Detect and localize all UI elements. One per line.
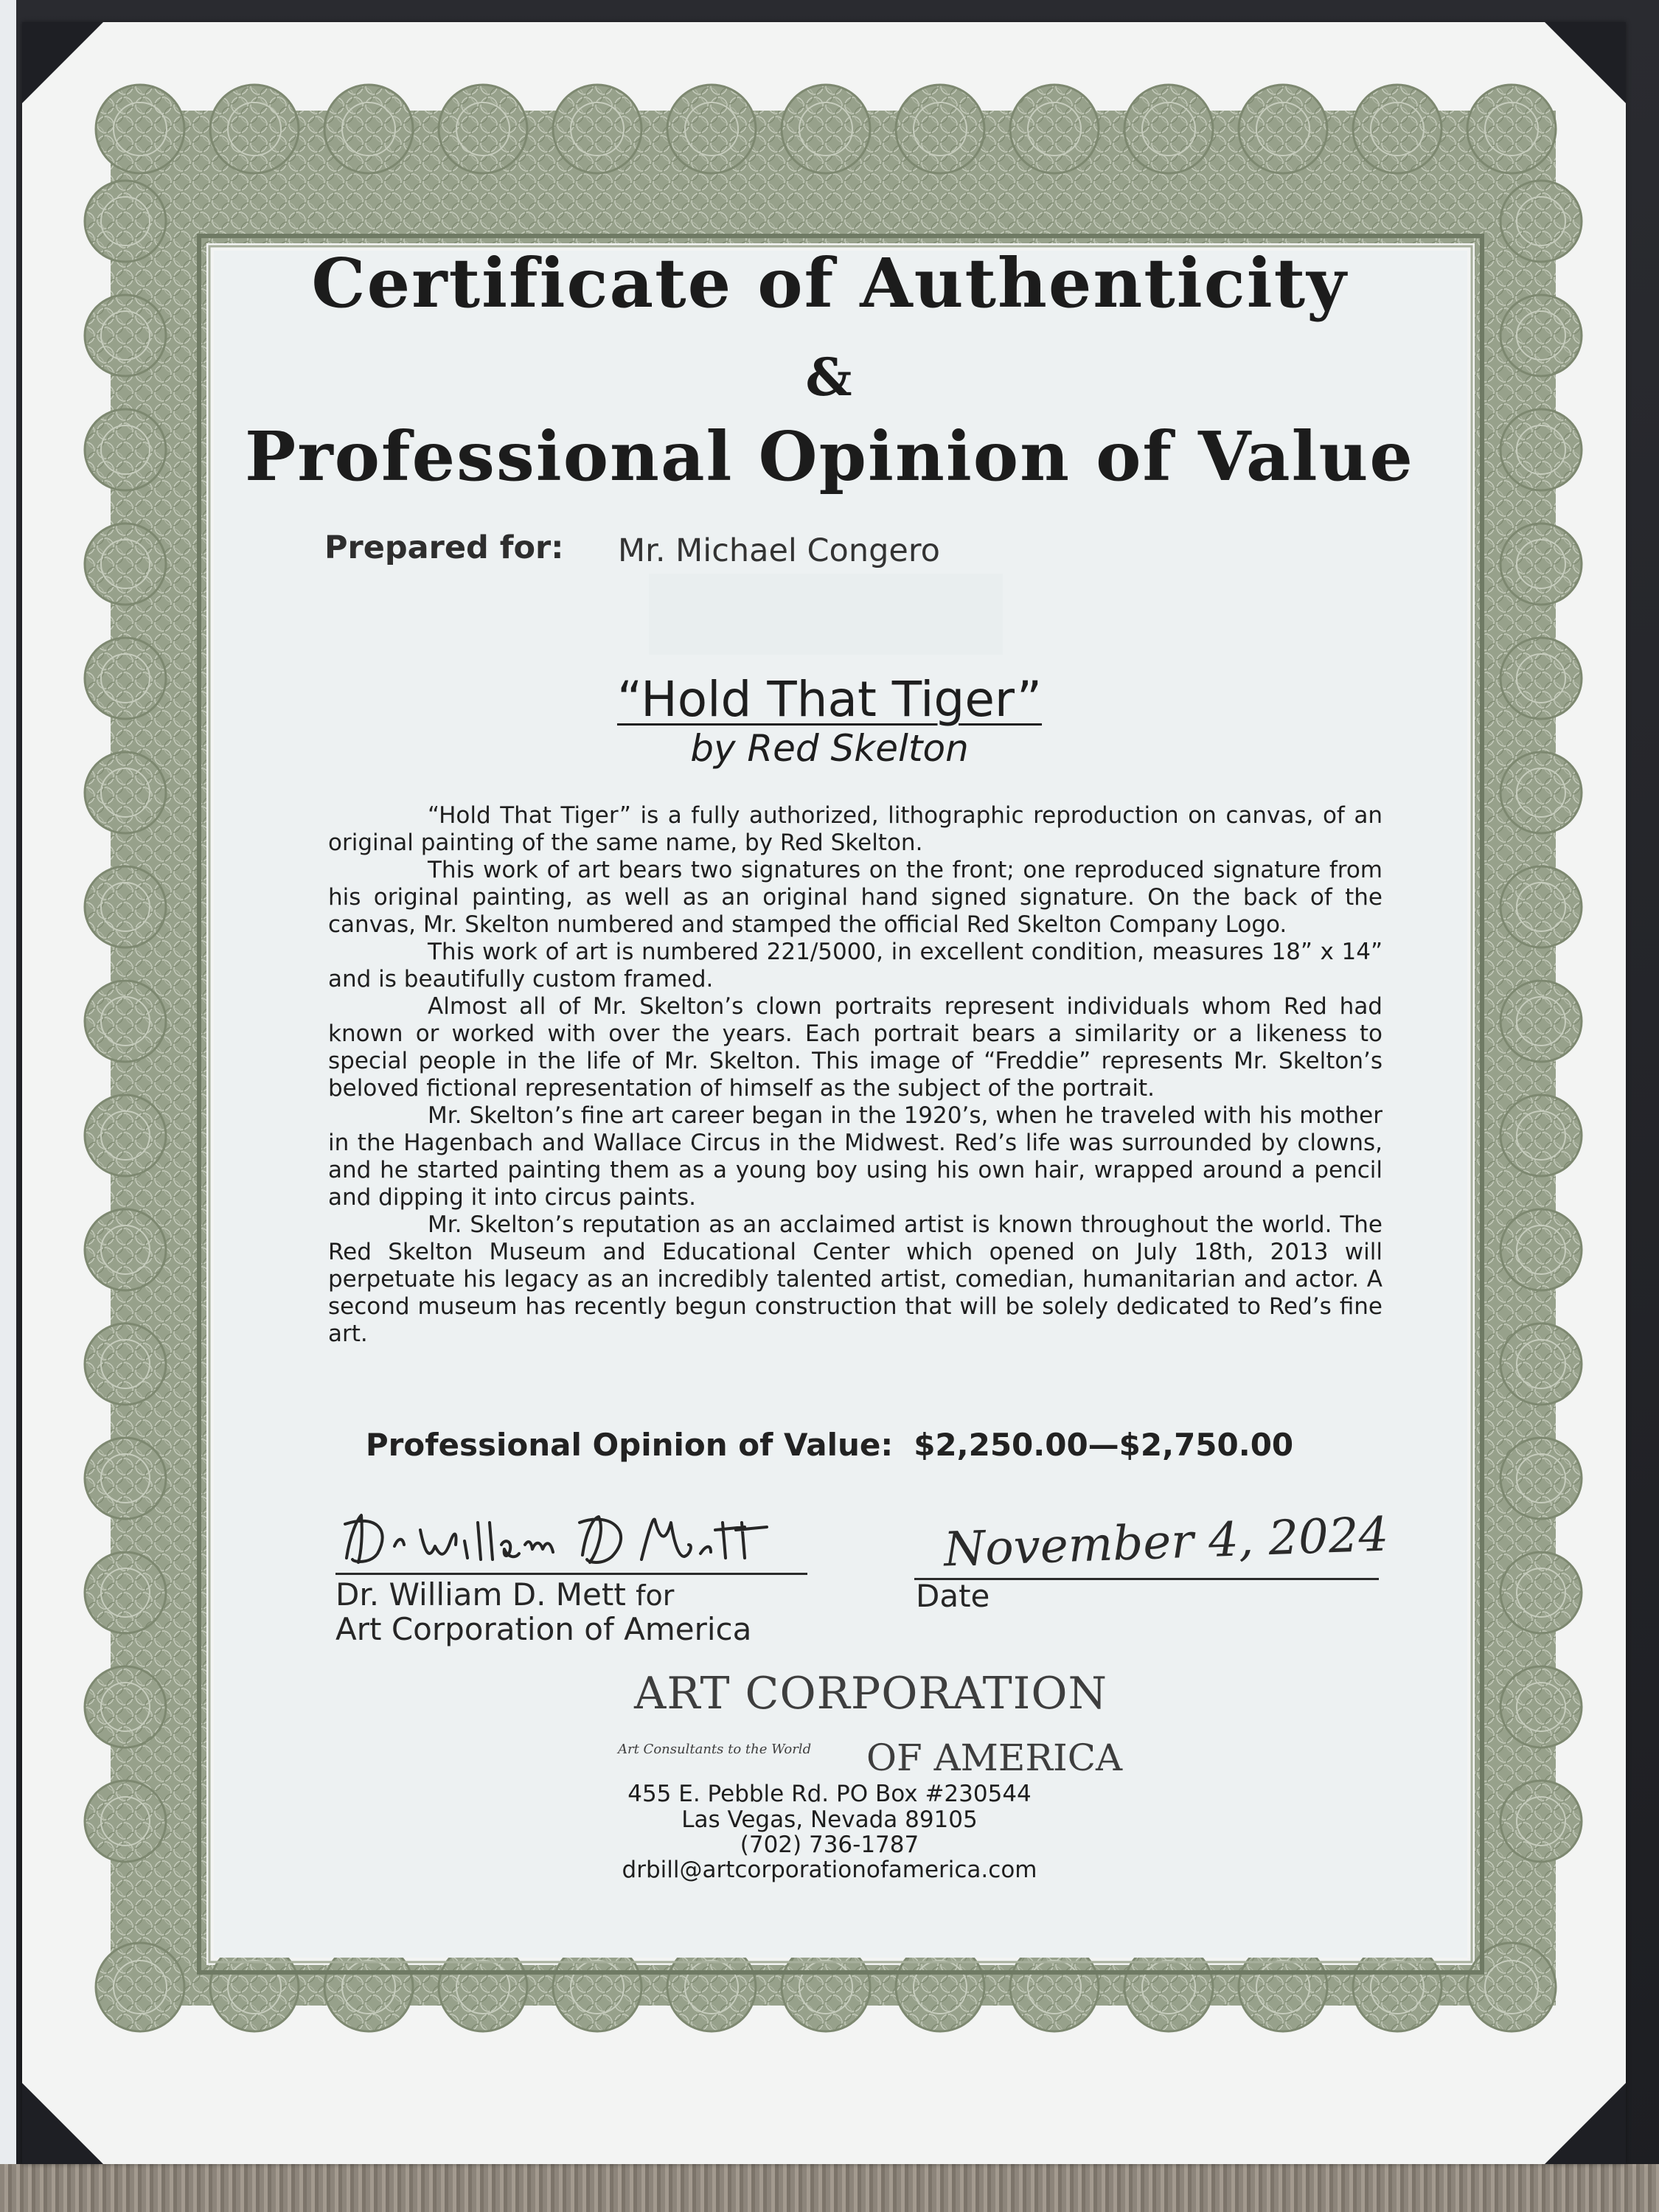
border-scallop [85, 1552, 166, 1633]
border-scallop [667, 85, 756, 173]
address-city: Las Vegas, Nevada 89105 [681, 1806, 978, 1833]
border-scallop [1239, 85, 1327, 173]
border-scallop [1124, 85, 1213, 173]
border-scallop [1500, 1095, 1582, 1176]
address-phone: (702) 736-1787 [740, 1832, 919, 1858]
border-scallop [1500, 1209, 1582, 1290]
border-scallop [1500, 981, 1582, 1062]
certificate-title: Certificate of Authenticity [311, 243, 1348, 323]
body-paragraph: This work of art bears two signatures on the front; one reproduced signature from his original painting, as well as an original hand signed signature. On the back of the canvas, Mr. Skelton numbered and stamped the official Red Skelton Company Logo. [328, 857, 1382, 938]
border-scallop [1010, 85, 1099, 173]
body-paragraph: This work of art is numbered 221/5000, in excellent condition, measures 18” x 14” and is beautifully custom framed. [328, 939, 1382, 992]
border-scallop [85, 866, 166, 947]
folder-corner-bottom-left [22, 2083, 103, 2164]
border-scallop [85, 981, 166, 1062]
artwork-title-text: “Hold That Tiger” [616, 671, 1043, 728]
body-paragraph: Almost all of Mr. Skelton’s clown portraits represent individuals whom Red had known or worked with over the years. Each portrait bears a similarity or a likeness to special people in the life of Mr. Skelton. This image of “Freddie” represents Mr. Skelton’s beloved fictional representation of himself as the subject of the portrait. [328, 993, 1382, 1102]
signature-line [335, 1573, 807, 1575]
folder-corner-top-left [22, 22, 103, 103]
certificate-subtitle: Professional Opinion of Value [245, 417, 1414, 496]
border-scallop [439, 85, 527, 173]
border-scallop [1353, 85, 1441, 173]
border-scallop [1500, 1324, 1582, 1405]
border-scallop [96, 85, 184, 173]
address-email: drbill@artcorporationofamerica.com [622, 1857, 1037, 1883]
artwork-artist: by Red Skelton [690, 727, 969, 770]
opinion-of-value-amount: $2,250.00—$2,750.00 [914, 1427, 1294, 1463]
signer-name [335, 1576, 674, 1613]
redacted-area [649, 574, 1003, 655]
signer-for-text: for [636, 1579, 675, 1612]
border-scallop [324, 85, 413, 173]
border-scallop [85, 1324, 166, 1405]
body-paragraph: Mr. Skelton’s fine art career began in the 1920’s, when he traveled with his mother in the Hagenbach and Wallace Circus in the Midwest. Red’s life was surrounded by clowns, and he started painting them as a young boy using his own hair, wrapped around a pencil and dipping it into circus paints. [328, 1102, 1382, 1211]
border-scallop [96, 1943, 184, 2031]
border-scallop [85, 1095, 166, 1176]
company-logo-tagline: Art Consultants to the World [618, 1742, 812, 1757]
address-street: 455 E. Pebble Rd. PO Box #230544 [627, 1781, 1032, 1807]
folder-corner-bottom-right [1545, 2083, 1626, 2164]
prepared-for-name: Mr. Michael Congero [618, 532, 940, 569]
border-scallop [553, 85, 641, 173]
opinion-of-value-label: Professional Opinion of Value: [365, 1427, 894, 1463]
border-scallop [1500, 1666, 1582, 1747]
border-scallop [896, 85, 984, 173]
artwork-title [0, 671, 1659, 728]
handwritten-date: November 4, 2024 [942, 1507, 1390, 1578]
body-paragraph: Mr. Skelton’s reputation as an acclaimed artist is known throughout the world. The Red Skelton Museum and Educational Center which opened on July 18th, 2013 will perpetuate his legacy as an incredibly talented artist, comedian, humanitarian and actor. A second museum has recently begun construction that will be solely dedicated to Red’s fine art. [328, 1211, 1382, 1347]
prepared-for-label: Prepared for: [324, 529, 564, 566]
border-scallop [1500, 1552, 1582, 1633]
handwritten-signature [332, 1500, 833, 1582]
company-logo-line1: ART CORPORATION [634, 1668, 1108, 1719]
border-scallop [1500, 866, 1582, 947]
border-scallop [85, 1666, 166, 1747]
date-label: Date [916, 1578, 990, 1614]
folder-corner-top-right [1545, 22, 1626, 103]
border-scallop [782, 85, 870, 173]
border-scallop [210, 85, 299, 173]
title-ampersand: & [805, 347, 854, 408]
signer-organization: Art Corporation of America [335, 1611, 752, 1647]
border-scallop [1500, 524, 1582, 605]
company-logo-line2: OF AMERICA [866, 1736, 1123, 1779]
body-paragraph: “Hold That Tiger” is a fully authorized, lithographic reproduction on canvas, of an original painting of the same name, by Red Skelton. [328, 802, 1382, 856]
opinion-of-value [0, 1427, 1659, 1463]
certificate-body [328, 802, 1382, 1348]
border-scallop [85, 1209, 166, 1290]
border-scallop [85, 524, 166, 605]
border-scallop [1467, 85, 1556, 173]
signer-name-text: Dr. William D. Mett [335, 1576, 626, 1613]
